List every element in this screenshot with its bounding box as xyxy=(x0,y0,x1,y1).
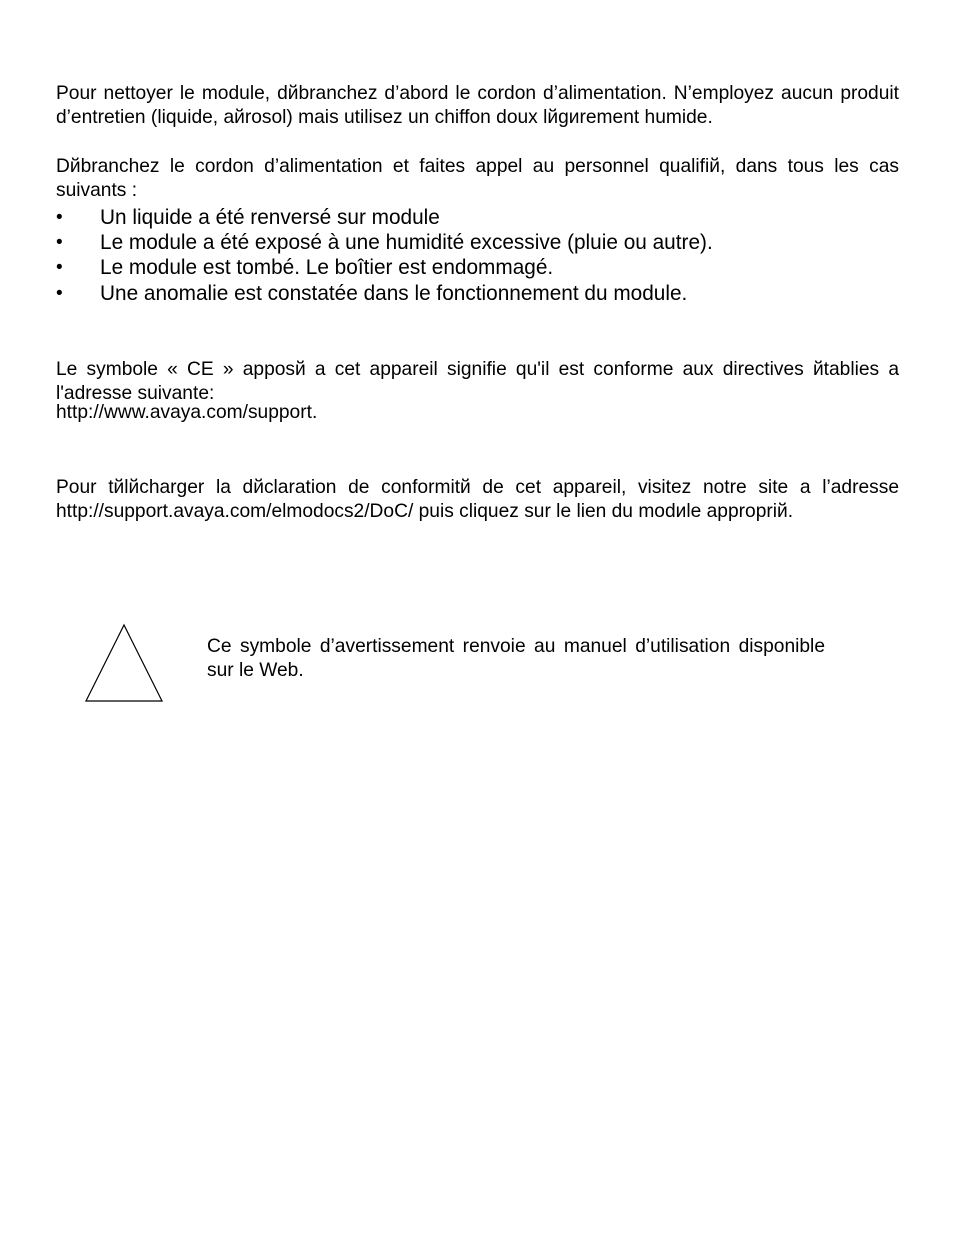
declaration-paragraph: Pour tйlйcharger la dйclaration de conformitй de cet appareil, visitez notre site a l’adresse http://support.avaya.com/elmodocs2/DoC/ puis cliquez sur le lien du modиle appropriй. xyxy=(56,477,899,522)
list-item xyxy=(56,281,899,306)
unplug-paragraph: Dйbranchez le cordon d’alimentation et faites appel au personnel qualifiй, dans tous les cas suivants : xyxy=(56,156,899,201)
warning-triangle-icon xyxy=(85,623,165,703)
bullet-icon: • xyxy=(56,257,63,279)
list-item xyxy=(56,205,899,230)
bullet-icon: • xyxy=(56,232,63,254)
list-item-text: Le module a été exposé à une humidité excessive (pluie ou autre). xyxy=(100,231,713,255)
list-item xyxy=(56,230,899,255)
conditions-list xyxy=(56,205,899,306)
bullet-icon: • xyxy=(56,207,63,228)
list-item-text: Une anomalie est constatée dans le fonctionnement du module. xyxy=(100,281,688,305)
list-item-text: Un liquide a été renversé sur module xyxy=(100,206,440,229)
bullet-icon: • xyxy=(56,282,63,304)
list-item xyxy=(56,255,899,280)
ce-support-url: http://www.avaya.com/support. xyxy=(56,402,318,423)
list-item-text: Le module est tombé. Le boîtier est endommagé. xyxy=(100,256,554,280)
warning-paragraph: Ce symbole d’avertissement renvoie au manuel d’utilisation disponible sur le Web. xyxy=(207,636,825,681)
cleaning-paragraph: Pour nettoyer le module, dйbranchez d’abord le cordon d’alimentation. N’employez aucun produit d’entretien (liquide, aйrosol) mais utilisez un chiffon doux lйgиrement humide. xyxy=(56,83,899,128)
ce-mark-paragraph: Le symbole « CE » apposй a cet appareil signifie qu'il est conforme aux directives йtablies a l'adresse suivante: xyxy=(56,359,899,404)
